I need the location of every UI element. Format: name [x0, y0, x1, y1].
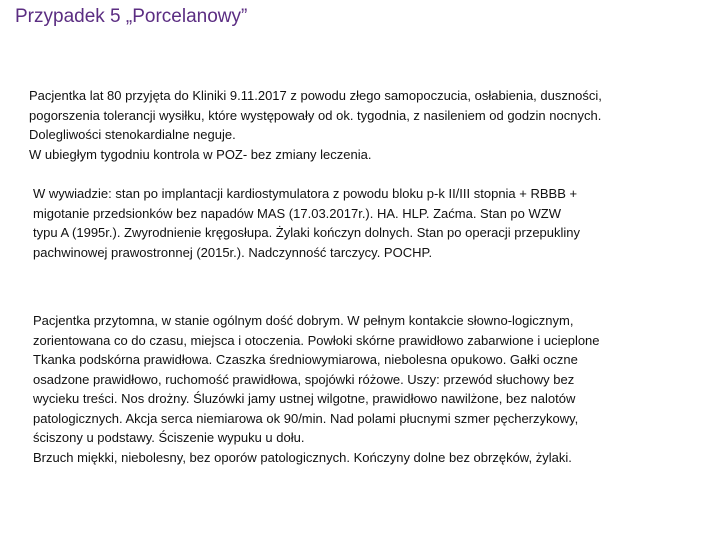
- text-line: Tkanka podskórna prawidłowa. Czaszka średniowymiarowa, niebolesna opukowo. Gałki oczne: [33, 352, 578, 367]
- page-title: Przypadek 5 „Porcelanowy”: [15, 6, 248, 27]
- case-intro-text: [29, 86, 602, 164]
- text-line: osadzone prawidłowo, ruchomość prawidłowa, spojówki różowe. Uszy: przewód słuchowy bez: [33, 371, 575, 387]
- text-line: zorientowana co do czasu, miejsca i otoczenia. Powłoki skórne prawidłowo zabarwione i ucieplone: [33, 332, 600, 348]
- text-line: patologicznych. Akcja serca niemiarowa ok 90/min. Nad polami płucnymi szmer pęcherzykowy,: [33, 410, 579, 426]
- text-line: pogorszenia tolerancji wysiłku, które występowały od ok. tygodnia, z nasileniem od godzin nocnych.: [29, 107, 602, 123]
- text-line: W ubiegłym tygodniu kontrola w POZ- bez zmiany leczenia.: [29, 146, 372, 162]
- text-line: W wywiadzie: stan po implantacji kardiostymulatora z powodu bloku p-k II/III stopnia + RBBB +: [33, 186, 578, 201]
- medical-history-text: [33, 184, 580, 262]
- text-line: migotanie przedsionków bez napadów MAS (17.03.2017r.). HA. HLP. Zaćma. Stan po WZW: [33, 205, 561, 221]
- text-line: Brzuch miękki, niebolesny, bez oporów patologicznych. Kończyny dolne bez obrzęków, żylaki.: [33, 449, 572, 465]
- text-line: typu A (1995r.). Zwyrodnienie kręgosłupa. Żylaki kończyn dolnych. Stan po operacji przepukliny: [33, 225, 581, 240]
- physical-exam-text: [33, 311, 600, 467]
- text-line: Dolegliwości stenokardialne neguje.: [29, 127, 236, 142]
- text-line: pachwinowej prawostronnej (2015r.). Nadczynność tarczycy. POCHP.: [33, 244, 433, 260]
- text-line: Pacjentka przytomna, w stanie ogólnym dość dobrym. W pełnym kontakcie słowno-logicznym,: [33, 313, 574, 328]
- text-line: wycieku treści. Nos drożny. Śluzówki jamy ustnej wilgotne, prawidłowo nawilżone, bez nalotów: [33, 391, 576, 406]
- text-line: ściszony u podstawy. Ściszenie wypuku u dołu.: [33, 430, 305, 445]
- text-line: Pacjentka lat 80 przyjęta do Kliniki 9.11.2017 z powodu złego samopoczucia, osłabienia, duszności,: [29, 88, 602, 103]
